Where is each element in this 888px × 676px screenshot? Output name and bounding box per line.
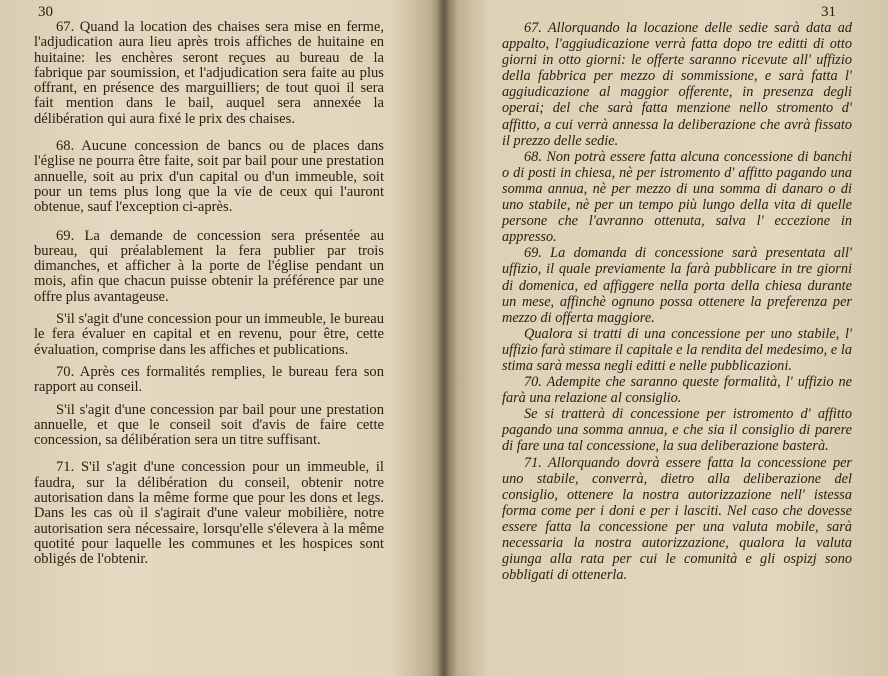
article-71-it: 71. Allorquando dovrà essere fatta la concessione per uno stabile, converrà, dietro alla deliberazione del consiglio, ottenere la nostra autorizzazione nell' istessa forma come per i doni e per i lasciti. Nel caso che dovesse essere fatta la concessione per una valuta mobile, sarà necessaria la nostra autorizzazione, qualora la valuta giunga alla rata per cui le comunità e gli ospizj sono obbligati di ottenerla. — [502, 454, 852, 584]
article-70-fr: 70. Après ces formalités remplies, le bureau fera son rapport au conseil. — [34, 363, 384, 396]
left-page-text — [34, 20, 384, 568]
article-69-fr: 69. La demande de concession sera présentée au bureau, qui préalablement la fera publier par trois dimanches, et afficher à la porte de l'église pendant un mois, afin que chacun puisse obtenir la préférence par une offre plus avantageuse. — [34, 227, 384, 305]
article-71-fr: 71. S'il s'agit d'une concession pour un immeuble, il faudra, sur la délibération du conseil, obtenir notre autorisation dans la même forme que pour les dons et legs. Dans les cas où il s'agirait d'une valeur mobilière, notre autorisation sera nécessaire, lorsqu'elle s'élevera à la même quotité pour laquelle les communes et les hospices sont obligés de l'obtenir. — [34, 459, 384, 568]
article-67-it: 67. Allorquando la locazione delle sedie sarà data ad appalto, l'aggiudicazione verrà fatta dopo tre editti di otto giorni in otto giorni: le offerte saranno ricevute all' uffizio della fabbrica per mezzo di sommissione, e sarà fatta l' aggiudicazione al maggior offerente, in presenza degli operai; del che sarà fatta menzione nello stromento d' affitto, a cui verrà annessa la deliberazione che avrà fissato il prezzo delle sedie. — [502, 20, 852, 149]
article-68-it: 68. Non potrà essere fatta alcuna concessione di banchi o di posti in chiesa, nè per istromento d' affitto pagando una somma annua, nè per mezzo di una somma di danaro o di uno stabile, nè per un tempo più lungo della vita di quelle persone che l'avranno ottenuta, salva l' eccezione in appresso. — [502, 148, 852, 246]
article-67-fr: 67. Quand la location des chaises sera mise en ferme, l'adjudication aura lieu après trois affiches de huitaine en huitaine: les enchères seront reçues au bureau de la fabrique par soumission, et l'adjudication sera faite au plus offrant, en présence des marguilliers; de tout quoi il sera fait mention dans le bail, auquel sera annexée la délibération qui aura fixé le prix des chaises. — [34, 19, 384, 127]
article-70-it: 70. Adempite che saranno queste formalità, l' uffizio ne farà una relazione al consiglio. — [502, 374, 852, 407]
page-number: 31 — [821, 4, 836, 20]
left-page — [0, 0, 442, 676]
right-page — [446, 0, 888, 676]
article-70-it-cont: Se si tratterà di concessione per istromento d' affitto pagando una somma annua, e che sia il consiglio di parere di fare una tal concessione, la sua deliberazione basterà. — [502, 406, 852, 455]
article-69-it-cont: Qualora si tratti di una concessione per uno stabile, l' uffizio farà stimare il capitale e la rendita del medesimo, e la stima sarà messa negli editti e nelle pubblicazioni. — [502, 325, 852, 374]
article-69-fr-cont: S'il s'agit d'une concession pour un immeuble, le bureau le fera évaluer en capital et en revenu, pour être, cette évaluation, comprise dans les affiches et publications. — [34, 311, 384, 358]
article-68-fr: 68. Aucune concession de bancs ou de places dans l'église ne pourra être faite, soit par bail pour une prestation annuelle, soit au prix d'un capital ou d'un immeuble, soit pour un tems plus long que la vie de ceux qui l'auront obtenue, sauf l'exception ci-après. — [34, 138, 384, 216]
article-70-fr-cont: S'il s'agit d'une concession par bail pour une prestation annuelle, et que le conseil soit d'avis de faire cette concession, sa délibération sera un titre suffisant. — [34, 401, 384, 449]
right-page-text — [502, 20, 852, 583]
article-69-it: 69. La domanda di concessione sarà presentata all' uffizio, il quale previamente la farà pubblicare in tre giorni di domenica, ed affiggere nella porta della chiesa durante un mese, affinchè ognuno possa ottenere la preferenza per mezzo di offerta maggiore. — [502, 245, 852, 326]
page-number: 30 — [38, 4, 53, 20]
